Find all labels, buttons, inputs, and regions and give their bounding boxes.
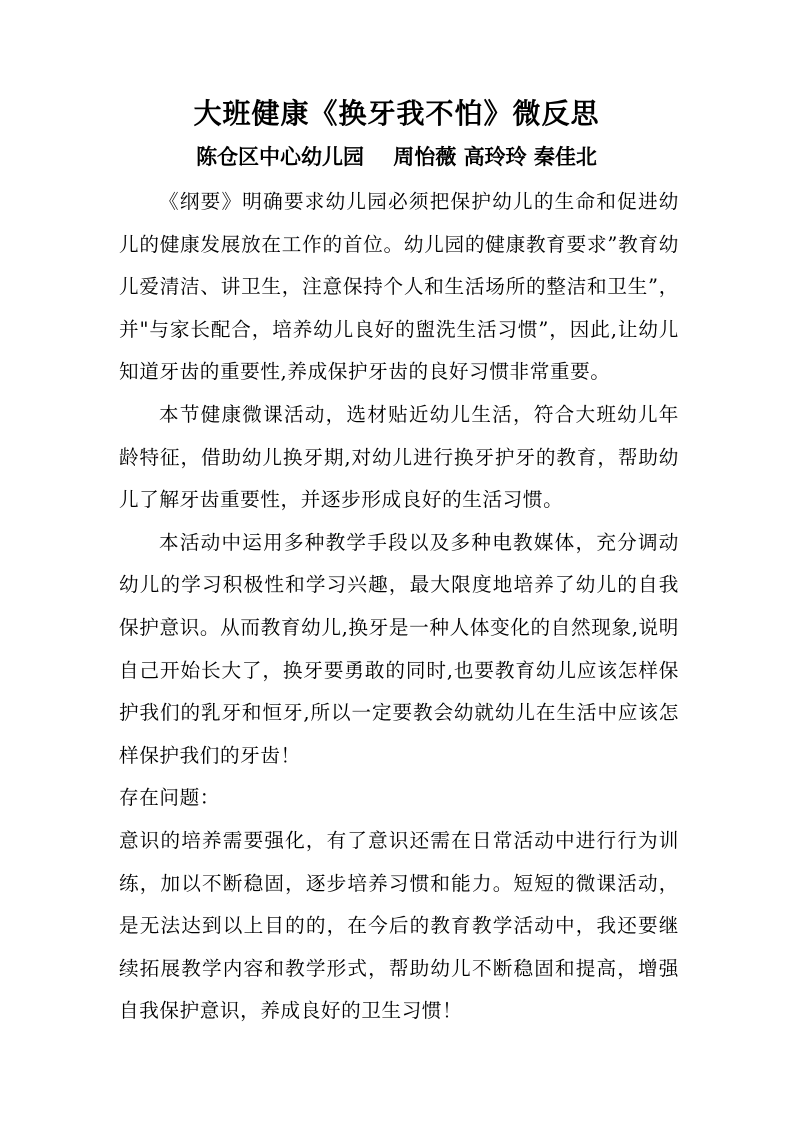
document-body — [119, 181, 679, 1033]
section-heading-problems: 存在问题： — [119, 786, 220, 810]
author-line: 陈仓区中心幼儿园 周怡薇 高玲玲 秦佳北 — [196, 144, 597, 169]
page-title: 大班健康《换牙我不怕》微反思 — [193, 97, 600, 130]
paragraph-1: 《纲要》明确要求幼儿园必须把保护幼儿的生命和促进幼儿的健康发展放在工作的首位。幼儿园的健康教育要求”教育幼儿爱清洁、讲卫生，注意保持个人和生活场所的整洁和卫生”，并"与家长配合，培养幼儿良好的盥洗生活习惯”，因此,让幼儿知道牙齿的重要性,养成保护牙齿的良好习惯非常重要。 — [119, 190, 679, 384]
paragraph-3: 本活动中运用多种教学手段以及多种电教媒体，充分调动幼儿的学习积极性和学习兴趣，最大限度地培养了幼儿的自我保护意识。从而教育幼儿,换牙是一种人体变化的自然现象,说明自己开始长大了，换牙要勇敢的同时,也要教育幼儿应该怎样保护我们的乳牙和恒牙,所以一定要教会幼就幼儿在生活中应该怎样保护我们的牙齿！ — [119, 530, 679, 767]
paragraph-2: 本节健康微课活动，选材贴近幼儿生活，符合大班幼儿年龄特征，借助幼儿换牙期,对幼儿进行换牙护牙的教育，帮助幼儿了解牙齿重要性，并逐步形成良好的生活习惯。 — [119, 402, 679, 512]
section-paragraph-problems: 意识的培养需要强化，有了意识还需在日常活动中进行行为训练，加以不断稳固，逐步培养习惯和能力。短短的微课活动，是无法达到以上目的的，在今后的教育教学活动中，我还要继续拓展教学内容和教学形式，帮助幼儿不断稳固和提高，增强自我保护意识，养成良好的卫生习惯！ — [119, 828, 679, 1023]
